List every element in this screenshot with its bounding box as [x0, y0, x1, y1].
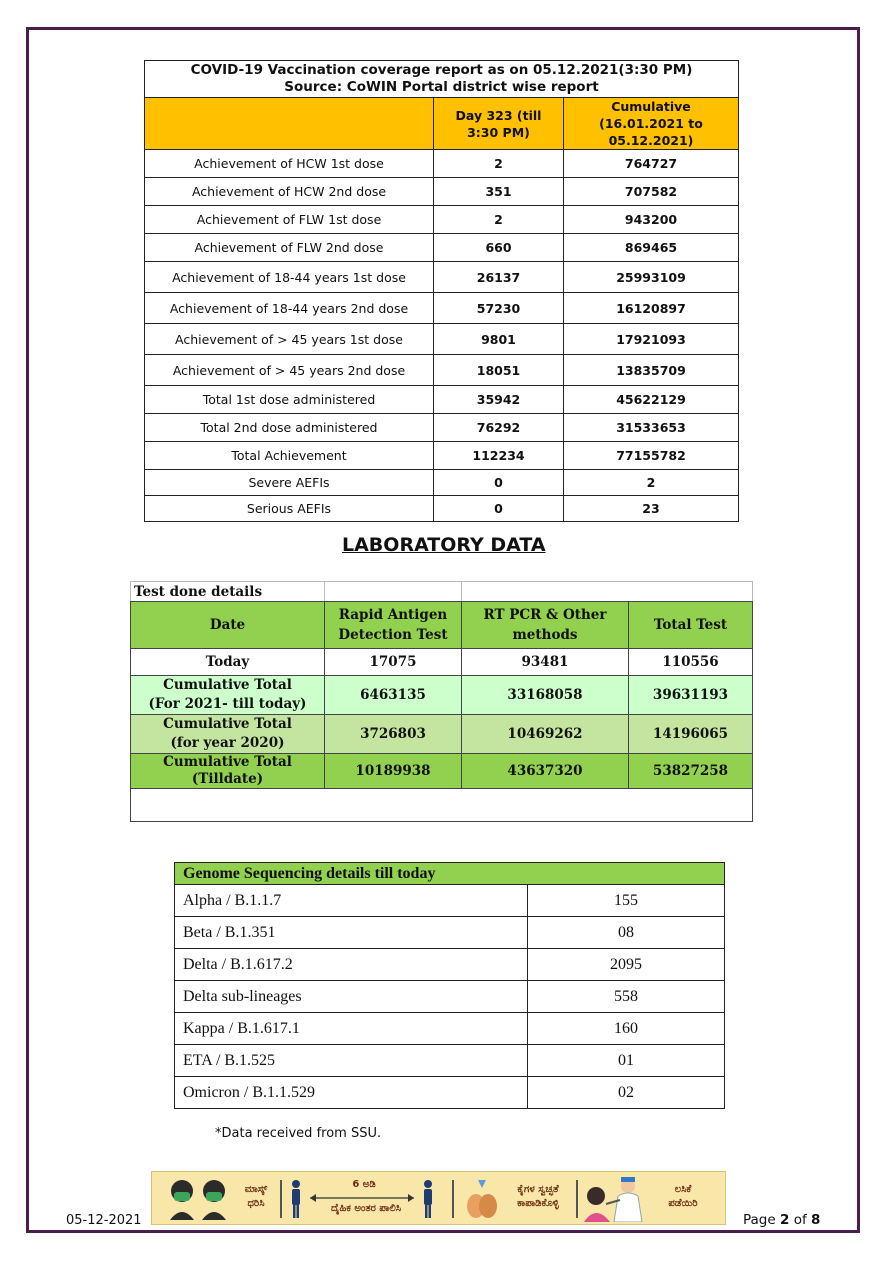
vaccination-row-label: Achievement of HCW 2nd dose — [145, 178, 434, 206]
page-current: 2 — [779, 1212, 790, 1228]
vaccination-row-label: Achievement of FLW 2nd dose — [145, 234, 434, 262]
laboratory-rtpcr-value: 43637320 — [462, 754, 629, 789]
genome-count: 2095 — [528, 949, 725, 981]
vaccination-row-label: Serious AEFIs — [145, 496, 434, 522]
banner-separator — [576, 1180, 578, 1218]
banner-vaccine-text-line1: ಲಸಿಕೆ — [674, 1184, 692, 1195]
vaccination-row — [145, 386, 739, 414]
vaccination-row-label: Severe AEFIs — [145, 470, 434, 496]
banner-separator — [280, 1180, 282, 1218]
vaccination-row — [145, 178, 739, 206]
vaccination-title-line1: COVID-19 Vaccination coverage report as on 05.12.2021(3:30 PM) — [190, 62, 693, 78]
vaccination-row — [145, 206, 739, 234]
genome-count: 08 — [528, 917, 725, 949]
vaccination-day-value: 35942 — [434, 386, 564, 414]
laboratory-total-value: 53827258 — [629, 754, 753, 789]
genome-variant: Delta / B.1.617.2 — [175, 949, 528, 981]
vaccination-row-label: Total 2nd dose administered — [145, 414, 434, 442]
vaccination-row-label: Achievement of FLW 1st dose — [145, 206, 434, 234]
laboratory-heading: LABORATORY DATA — [342, 534, 546, 556]
vaccination-row — [145, 262, 739, 293]
vaccination-cumulative-value: 17921093 — [564, 324, 739, 355]
vaccination-cumulative-value: 77155782 — [564, 442, 739, 470]
vaccination-title — [145, 61, 739, 98]
vaccination-row-label: Achievement of > 45 years 1st dose — [145, 324, 434, 355]
laboratory-header-date: Date — [131, 602, 325, 649]
laboratory-row-label-line2: (for year 2020) — [170, 735, 285, 751]
genome-variant: Omicron / B.1.1.529 — [175, 1077, 528, 1109]
vaccination-cumulative-value: 869465 — [564, 234, 739, 262]
genome-variant: Alpha / B.1.1.7 — [175, 885, 528, 917]
vaccination-row — [145, 470, 739, 496]
vaccination-title-line2: Source: CoWIN Portal district wise report — [284, 79, 599, 95]
laboratory-header-rat: Rapid Antigen Detection Test — [325, 602, 462, 649]
laboratory-header-rtpcr: RT PCR & Other methods — [462, 602, 629, 649]
vaccination-cumulative-value: 45622129 — [564, 386, 739, 414]
banner-vaccine-text-line2: ಪಡೆಯಿರಿ — [668, 1198, 698, 1209]
genome-count: 155 — [528, 885, 725, 917]
laboratory-row-label-line2: (Tilldate) — [191, 771, 264, 787]
banner-hand-text-line2: ಕಾಪಾಡಿಕೊಳ್ಳಿ — [517, 1198, 559, 1209]
page-prefix: Page — [743, 1212, 776, 1228]
vaccination-day-value: 0 — [434, 470, 564, 496]
page-of: of — [793, 1212, 807, 1228]
vaccination-row-label: Achievement of 18-44 years 1st dose — [145, 262, 434, 293]
laboratory-rtpcr-value: 10469262 — [462, 715, 629, 754]
laboratory-row-label — [131, 754, 325, 789]
vaccination-row — [145, 324, 739, 355]
vaccination-day-value: 660 — [434, 234, 564, 262]
laboratory-row-cumulative-2020 — [131, 715, 753, 754]
genome-count: 01 — [528, 1045, 725, 1077]
laboratory-row-label — [131, 676, 325, 715]
laboratory-caption-blank — [325, 582, 462, 602]
vaccination-row-label: Achievement of 18-44 years 2nd dose — [145, 293, 434, 324]
vaccination-cumulative-value: 23 — [564, 496, 739, 522]
vaccination-cumulative-value: 25993109 — [564, 262, 739, 293]
genome-row — [175, 1013, 725, 1045]
vaccination-icon — [582, 1176, 648, 1222]
vaccination-cumulative-value: 707582 — [564, 178, 739, 206]
laboratory-total-value: 39631193 — [629, 676, 753, 715]
vaccination-row — [145, 293, 739, 324]
vaccination-row — [145, 234, 739, 262]
genome-row — [175, 949, 725, 981]
genome-variant: Beta / B.1.351 — [175, 917, 528, 949]
vaccination-row-label: Achievement of HCW 1st dose — [145, 150, 434, 178]
vaccination-day-value: 18051 — [434, 355, 564, 386]
hand-wash-icon — [462, 1178, 502, 1220]
vaccination-table — [144, 60, 739, 522]
banner-separator — [452, 1180, 454, 1218]
banner-hand-text-line1: ಕೈಗಳ ಸ್ವಚ್ಛತೆ — [517, 1184, 559, 1195]
page-total: 8 — [811, 1212, 821, 1228]
genome-count: 558 — [528, 981, 725, 1013]
laboratory-row-label-line2: (For 2021- till today) — [148, 696, 307, 712]
vaccination-day-value: 9801 — [434, 324, 564, 355]
laboratory-rtpcr-value: 33168058 — [462, 676, 629, 715]
footer-page-number — [743, 1212, 820, 1228]
genome-row — [175, 1077, 725, 1109]
laboratory-row-today — [131, 649, 753, 676]
genome-variant: Delta sub-lineages — [175, 981, 528, 1013]
laboratory-row-label: Today — [131, 649, 325, 676]
vaccination-header-day: Day 323 (till 3:30 PM) — [434, 98, 564, 150]
vaccination-cumulative-value: 764727 — [564, 150, 739, 178]
laboratory-row-label-line1: Cumulative Total — [163, 716, 292, 732]
laboratory-table — [130, 581, 753, 822]
vaccination-day-value: 57230 — [434, 293, 564, 324]
vaccination-row — [145, 150, 739, 178]
laboratory-caption-blank — [462, 582, 753, 602]
vaccination-cumulative-value: 2 — [564, 470, 739, 496]
laboratory-row-cumulative-tilldate — [131, 754, 753, 789]
vaccination-header-blank — [145, 98, 434, 150]
vaccination-cumulative-value: 943200 — [564, 206, 739, 234]
genome-count: 02 — [528, 1077, 725, 1109]
vaccination-row-label: Total Achievement — [145, 442, 434, 470]
laboratory-row-cumulative-2021 — [131, 676, 753, 715]
banner-distance-value: 6 ಅಡಿ — [352, 1179, 376, 1190]
vaccination-day-value: 26137 — [434, 262, 564, 293]
footnote: *Data received from SSU. — [215, 1126, 382, 1141]
laboratory-rat-value: 17075 — [325, 649, 462, 676]
vaccination-day-value: 351 — [434, 178, 564, 206]
banner-mask-text-line1: ಮಾಸ್ಕ್ — [244, 1184, 268, 1195]
genome-heading: Genome Sequencing details till today — [175, 863, 725, 885]
covid-guidelines-banner — [151, 1171, 726, 1225]
genome-row — [175, 1045, 725, 1077]
genome-row — [175, 981, 725, 1013]
vaccination-row-label: Achievement of > 45 years 2nd dose — [145, 355, 434, 386]
genome-row — [175, 917, 725, 949]
banner-distance-text: ದೈಹಿಕ ಅಂತರ ಪಾಲಿಸಿ — [330, 1203, 402, 1214]
vaccination-header-cumulative: Cumulative (16.01.2021 to 05.12.2021) — [564, 98, 739, 150]
vaccination-day-value: 2 — [434, 206, 564, 234]
laboratory-row-label-line1: Cumulative Total — [163, 754, 292, 770]
laboratory-header-total: Total Test — [629, 602, 753, 649]
laboratory-empty-row — [131, 789, 753, 822]
laboratory-row-label — [131, 715, 325, 754]
vaccination-row — [145, 442, 739, 470]
vaccination-row — [145, 355, 739, 386]
genome-variant: ETA / B.1.525 — [175, 1045, 528, 1077]
genome-count: 160 — [528, 1013, 725, 1045]
vaccination-day-value: 76292 — [434, 414, 564, 442]
laboratory-total-value: 110556 — [629, 649, 753, 676]
laboratory-rat-value: 10189938 — [325, 754, 462, 789]
laboratory-caption: Test done details — [131, 582, 325, 602]
genome-variant: Kappa / B.1.617.1 — [175, 1013, 528, 1045]
laboratory-row-label-line1: Cumulative Total — [163, 677, 292, 693]
vaccination-day-value: 112234 — [434, 442, 564, 470]
footer-date: 05-12-2021 — [66, 1213, 142, 1228]
vaccination-day-value: 0 — [434, 496, 564, 522]
laboratory-rat-value: 3726803 — [325, 715, 462, 754]
vaccination-row — [145, 414, 739, 442]
genome-row — [175, 885, 725, 917]
vaccination-cumulative-value: 31533653 — [564, 414, 739, 442]
vaccination-day-value: 2 — [434, 150, 564, 178]
banner-mask-text-line2: ಧರಿಸಿ — [247, 1198, 265, 1209]
vaccination-row — [145, 496, 739, 522]
masked-people-icon — [166, 1178, 232, 1220]
laboratory-rtpcr-value: 93481 — [462, 649, 629, 676]
laboratory-total-value: 14196065 — [629, 715, 753, 754]
laboratory-rat-value: 6463135 — [325, 676, 462, 715]
vaccination-cumulative-value: 13835709 — [564, 355, 739, 386]
vaccination-row-label: Total 1st dose administered — [145, 386, 434, 414]
vaccination-cumulative-value: 16120897 — [564, 293, 739, 324]
genome-table — [174, 862, 725, 1109]
